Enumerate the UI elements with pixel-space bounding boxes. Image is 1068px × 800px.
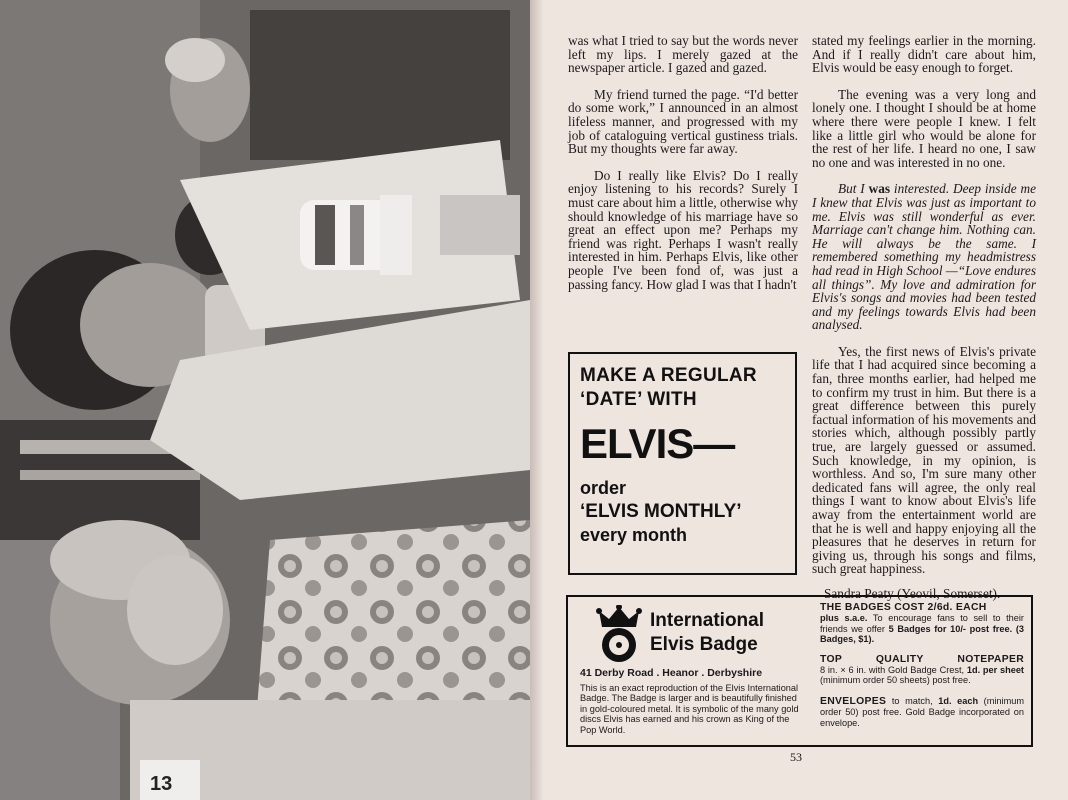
emphasis: was [868, 181, 891, 197]
heading-word: TOP [820, 653, 843, 665]
crown-badge-icon [594, 605, 644, 665]
envelopes-price: 1d. each [938, 695, 979, 706]
badge-description: This is an exact reproduction of the Elvis International Badge. The Badge is larger and is beautifully finished in gold-coloured metal. It is symbolic of the many gold discs Elvis has earned and his crown as King of the Pop World. [580, 683, 799, 735]
paragraph: stated my feelings earlier in the morning. And if I really didn't care about him, Elvis would be easy enough to forget. [812, 33, 1036, 76]
article-column-left [568, 34, 798, 304]
paragraph: My friend turned the page. “I'd better do some work,” I announced in an almost lifeless manner, and progressed with my job of cataloguing vertical gustiness trials. But my thoughts were far away. [568, 86, 798, 157]
elvis-monthly-ad [568, 352, 797, 575]
badge-title-line: International [650, 610, 765, 631]
envelopes-text: (minimum order 50) post free. Gold Badge incorporated on envelope. [820, 695, 1024, 728]
badge-cost-heading: THE BADGES COST 2/6d. EACH [820, 602, 987, 613]
cost-text: To encourage fans to sell to their friends we offer [820, 613, 1024, 634]
badge-title [650, 609, 764, 657]
ad-line: ‘DATE’ WITH [580, 389, 697, 410]
page-number: 53 [790, 750, 802, 764]
paragraph: Yes, the first news of Elvis's private life that I had acquired since becoming a fan, three months earlier, had helped me to confirm my trust in him. But there is a great difference between this purely factual information of his movements and stories which, although possibly partly true, are largely guessed or assumed. Such knowledge, in my opinion, is worthless. And so, I'm sure many other dedicated fans will agree, the only real things I want to know about Elvis's life away from the entertainment world are that he is well and happy enjoying all the pleasures that he deserves in return for giving us, through his songs and films, such great happiness. [812, 343, 1036, 577]
paragraph: Do I really like Elvis? Do I really enjoy listening to his records? Surely I must care about him a little, otherwise why should knowledge of his marriage have so great an effect upon me? Perhaps my friend was right. Perhaps I wasn't really interested in him. Perhaps Elvis, like other people I've been fond of, was just a passing fancy. How glad I was that I hadn't [568, 167, 798, 292]
badge-cost-block [820, 603, 1024, 645]
number-plate: 13 [150, 773, 173, 795]
page-gutter [530, 0, 544, 800]
italic-text: interested. Deep inside me I knew that Elvis was just as important to me. Elvis was still wonderful as ever. Marriage can't change him. Nothing can. He will always be the same. I remembered something my headmistress had read in High School —“Love endures all things”. My love and admiration for Elvis's songs and movies had been tested and my feelings towards Elvis had been analysed. [812, 181, 1036, 333]
ad-line: every month [580, 525, 688, 545]
notepaper-block [820, 655, 1024, 686]
heading-word: QUALITY [875, 653, 924, 665]
notepaper-text: 8 in. × 6 in. with Gold Badge Crest, [820, 665, 967, 676]
notepaper-price: 1d. per sheet [966, 665, 1024, 676]
envelopes-text: to match, [886, 695, 939, 706]
signature: Sandra Peaty (Yeovil, Somerset). [824, 585, 1001, 601]
italic-paragraph [812, 182, 1036, 332]
badge-address: 41 Derby Road . Heanor . Derbyshire [580, 667, 763, 679]
badge-advert [566, 595, 1033, 747]
notepaper-text: (minimum order 50 sheets) post free. [820, 675, 971, 686]
badge-title-line: Elvis Badge [650, 634, 758, 655]
article-column-right [812, 34, 1036, 614]
italic-text: But I [838, 181, 869, 197]
paragraph: was what I tried to say but the words never left my lips. I merely gazed at the newspaper article. I gazed and gazed. [568, 33, 798, 76]
paragraph: The evening was a very long and lonely one. I thought I should be at home where there were people I knew. I felt like a little girl who would be alone for the rest of her life. I heard no one, I saw no one and was interested in no one. [812, 86, 1036, 170]
heading-word: NOTEPAPER [957, 653, 1024, 665]
ad-line: MAKE A REGULAR [580, 365, 757, 386]
envelopes-heading: ENVELOPES [820, 695, 887, 707]
notepaper-heading [820, 655, 1024, 665]
ad-headline: ELVIS— [580, 420, 735, 467]
badge-price-list [820, 603, 1024, 738]
cost-bold: plus s.a.e. [820, 613, 868, 624]
envelopes-block [820, 696, 1024, 728]
ad-line: ‘ELVIS MONTHLY’ [580, 501, 742, 522]
cost-offer: 5 Badges for 10/- post free. (3 Badges, $1). [820, 623, 1024, 645]
ad-line: order [580, 478, 627, 498]
